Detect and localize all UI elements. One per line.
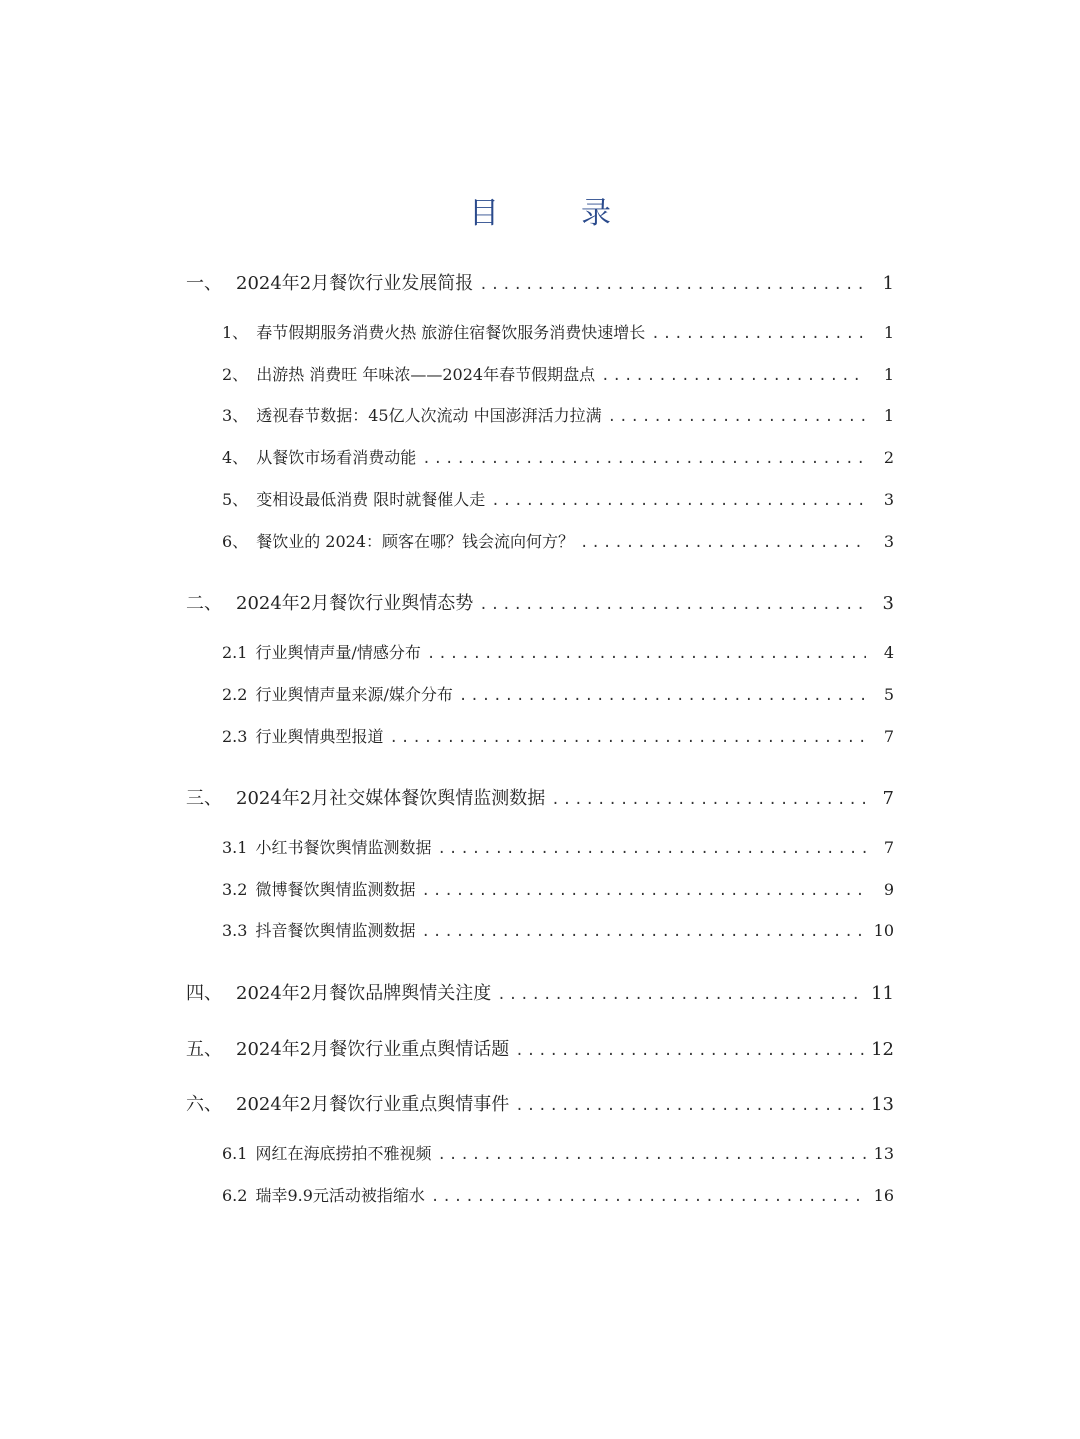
toc-item-number: 1、: [222, 323, 249, 342]
toc-page-number: 11: [871, 983, 894, 1004]
toc-item-number: 3.1: [222, 838, 248, 857]
toc-page-number: 7: [883, 838, 894, 857]
toc-leader-dots: [427, 640, 866, 668]
toc-item-title: 春节假期服务消费火热 旅游住宿餐饮服务消费快速增长: [256, 323, 646, 342]
toc-leader-dots: [608, 403, 866, 431]
toc-page-number: 13: [873, 1144, 894, 1163]
toc-section-title: 2024年2月餐饮品牌舆情关注度: [236, 983, 492, 1004]
toc-item-number: 6.2: [222, 1186, 248, 1205]
toc-item-1-2[interactable]: [222, 361, 894, 389]
toc-page-number: 3: [883, 532, 894, 551]
toc-section-2[interactable]: [186, 590, 894, 618]
toc-item-title: 透视春节数据：45亿人次流动 中国澎湃活力拉满: [256, 406, 602, 425]
toc-leader-dots: [601, 362, 866, 390]
toc-item-3-3[interactable]: [222, 917, 894, 945]
toc-page-number: 1: [882, 273, 894, 294]
toc-page-number: 2: [883, 448, 894, 467]
toc-page-number: 10: [873, 921, 894, 940]
toc-page-number: 12: [871, 1039, 894, 1060]
toc-item-title: 行业舆情声量/情感分布: [255, 643, 421, 662]
toc-item-number: 6、: [222, 532, 249, 551]
toc-page-number: 4: [883, 643, 894, 662]
toc-item-1-5[interactable]: [222, 486, 894, 514]
toc-section-title: 2024年2月餐饮行业重点舆情事件: [236, 1094, 510, 1115]
toc-section-6[interactable]: [186, 1091, 894, 1119]
toc-leader-dots: [479, 271, 866, 299]
toc-leader-dots: [497, 981, 865, 1009]
toc-leader-dots: [515, 1037, 865, 1065]
toc-section-number: 二、: [186, 593, 222, 614]
toc-section-number: 六、: [186, 1094, 222, 1115]
toc-item-1-4[interactable]: [222, 444, 894, 472]
toc-section-number: 五、: [186, 1039, 222, 1060]
toc-item-number: 2.2: [222, 685, 248, 704]
toc-item-2-3[interactable]: [222, 723, 894, 751]
toc-section-title: 2024年2月社交媒体餐饮舆情监测数据: [236, 788, 546, 809]
toc-page-number: 13: [871, 1094, 894, 1115]
toc-page-number: 3: [883, 490, 894, 509]
toc-item-number: 2.1: [222, 643, 248, 662]
toc-item-title: 瑞幸9.9元活动被指缩水: [255, 1186, 425, 1205]
toc-section-4[interactable]: [186, 980, 894, 1008]
toc-section-title: 2024年2月餐饮行业重点舆情话题: [236, 1039, 510, 1060]
toc-item-number: 3.2: [222, 880, 248, 899]
toc-item-2-1[interactable]: [222, 639, 894, 667]
toc-page-number: 3: [882, 593, 894, 614]
toc-leader-dots: [459, 682, 866, 710]
toc-section-number: 四、: [186, 983, 222, 1004]
toc-section-3[interactable]: [186, 785, 894, 813]
toc-item-3-1[interactable]: [222, 834, 894, 862]
toc-item-2-2[interactable]: [222, 681, 894, 709]
toc-leader-dots: [422, 445, 866, 473]
toc-page-number: 1: [883, 406, 894, 425]
toc-section-title: 2024年2月餐饮行业舆情态势: [236, 593, 474, 614]
toc-item-number: 2.3: [222, 727, 248, 746]
toc-page-number: 7: [883, 727, 894, 746]
toc-item-title: 餐饮业的 2024：顾客在哪？钱会流向何方？: [256, 532, 574, 551]
toc-leader-dots: [437, 1141, 866, 1169]
toc-item-number: 2、: [222, 365, 249, 384]
toc-item-1-3[interactable]: [222, 402, 894, 430]
toc-leader-dots: [651, 320, 866, 348]
toc-item-title: 变相设最低消费 限时就餐催人走: [256, 490, 486, 509]
toc-leader-dots: [551, 786, 866, 814]
toc-section-number: 一、: [186, 273, 222, 294]
toc-item-3-2[interactable]: [222, 876, 894, 904]
toc-leader-dots: [421, 918, 866, 946]
toc-item-number: 6.1: [222, 1144, 248, 1163]
toc-item-title: 抖音餐饮舆情监测数据: [255, 921, 416, 940]
toc-item-number: 3.3: [222, 921, 248, 940]
toc-leader-dots: [389, 724, 866, 752]
toc-item-6-2[interactable]: [222, 1182, 894, 1210]
toc-item-title: 行业舆情声量来源/媒介分布: [255, 685, 453, 704]
toc-section-1[interactable]: [186, 270, 894, 298]
toc-item-number: 4、: [222, 448, 249, 467]
toc-leader-dots: [515, 1092, 865, 1120]
toc-section-5[interactable]: [186, 1036, 894, 1064]
toc-item-title: 网红在海底捞拍不雅视频: [255, 1144, 432, 1163]
toc-item-1-1[interactable]: [222, 319, 894, 347]
toc-page-number: 16: [873, 1186, 894, 1205]
toc-page-number: 1: [883, 323, 894, 342]
toc-page-number: 9: [883, 880, 894, 899]
toc-item-number: 3、: [222, 406, 249, 425]
toc-item-title: 小红书餐饮舆情监测数据: [255, 838, 432, 857]
toc-leader-dots: [479, 591, 866, 619]
toc-item-1-6[interactable]: [222, 528, 894, 556]
toc-item-title: 微博餐饮舆情监测数据: [255, 880, 416, 899]
toc-title: 目 录: [469, 196, 637, 231]
toc-item-number: 5、: [222, 490, 249, 509]
toc-section-number: 三、: [186, 788, 222, 809]
toc-page-number: 5: [883, 685, 894, 704]
toc-page-number: 1: [883, 365, 894, 384]
toc-item-title: 行业舆情典型报道: [255, 727, 384, 746]
toc-leader-dots: [431, 1183, 866, 1211]
toc-leader-dots: [437, 835, 866, 863]
toc-section-title: 2024年2月餐饮行业发展简报: [236, 273, 474, 294]
toc-item-title: 出游热 消费旺 年味浓——2024年春节假期盘点: [256, 365, 596, 384]
toc-leader-dots: [580, 529, 866, 557]
toc-item-6-1[interactable]: [222, 1140, 894, 1168]
toc-leader-dots: [421, 877, 866, 905]
toc-leader-dots: [491, 487, 866, 515]
toc-page-number: 7: [882, 788, 894, 809]
toc-item-title: 从餐饮市场看消费动能: [256, 448, 417, 467]
